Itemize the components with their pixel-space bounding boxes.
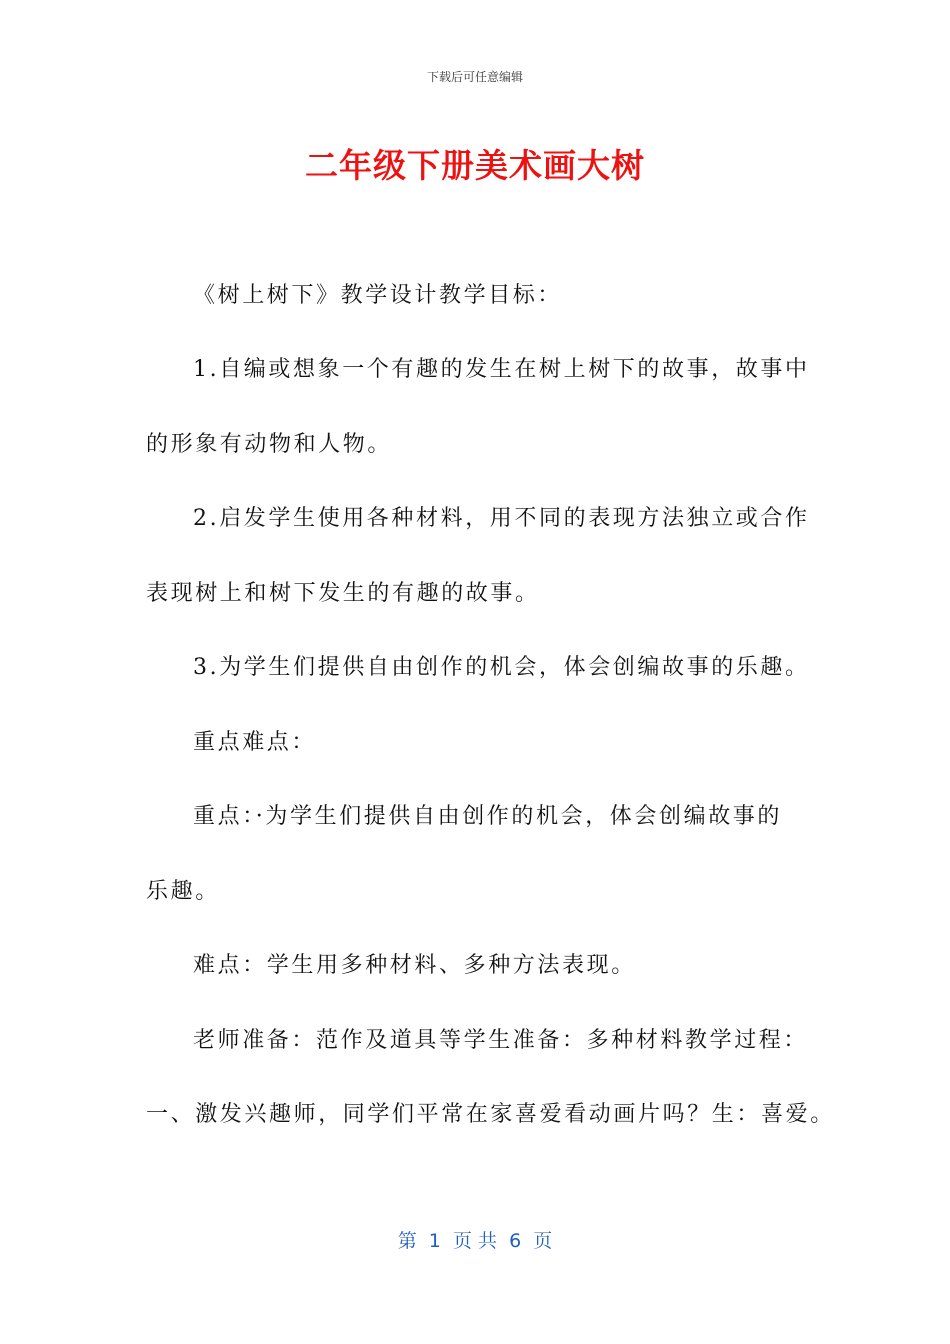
paragraph-line: 重点：·为学生们提供自由创作的机会，体会创编故事的 — [193, 804, 782, 829]
paragraph-line: 重点难点： — [193, 730, 317, 755]
paragraph-line: 的形象有动物和人物。 — [146, 432, 393, 457]
paragraph-line: 3.为学生们提供自由创作的机会，体会创编故事的乐趣。 — [193, 655, 810, 680]
paragraph-line: 老师准备：范作及道具等学生准备：多种材料教学过程： — [193, 1028, 809, 1053]
header-note: 下载后可任意编辑 — [426, 70, 523, 84]
page-number-footer: 第 1 页 共 6 页 — [397, 1230, 553, 1252]
paragraph-line: 1.自编或想象一个有趣的发生在树上树下的故事，故事中 — [193, 357, 810, 382]
paragraph-line: 2.启发学生使用各种材料，用不同的表现方法独立或合作 — [193, 506, 810, 531]
paragraph-line: 一、激发兴趣师，同学们平常在家喜爱看动画片吗？生：喜爱。 — [146, 1102, 835, 1127]
paragraph-line: 表现树上和树下发生的有趣的故事。 — [146, 581, 540, 606]
paragraph-line: 难点：学生用多种材料、多种方法表现。 — [193, 953, 636, 978]
paragraph-line: 《树上树下》教学设计教学目标： — [193, 283, 563, 308]
document-title: 二年级下册美术画大树 — [305, 146, 645, 185]
paragraph-line: 乐趣。 — [146, 879, 220, 904]
